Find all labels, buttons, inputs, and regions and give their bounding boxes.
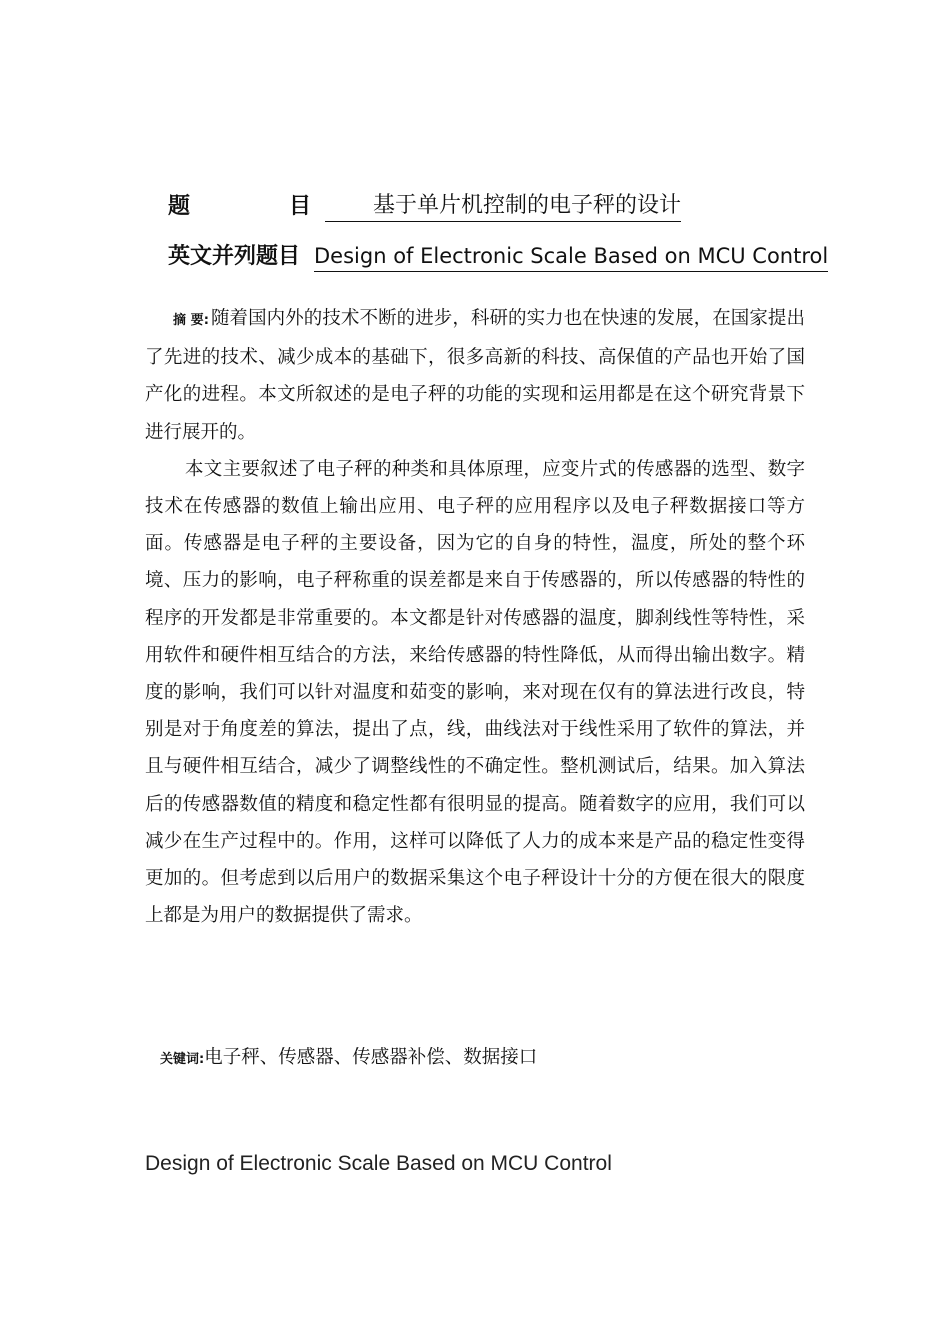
english-title-row <box>168 238 828 272</box>
abstract-paragraph-2: 本文主要叙述了电子秤的种类和具体原理，应变片式的传感器的选型、数字技术在传感器的数值上输出应用、电子秤的应用程序以及电子秤数据接口等方面。传感器是电子秤的主要设备，因为它的自身的特性，温度，所处的整个环境、压力的影响，电子秤称重的误差都是来自于传感器的，所以传感器的特性的程序的开发都是非常重要的。本文都是针对传感器的温度，脚刹线性等特性，采用软件和硬件相互结合的方法，来给传感器的特性降低，从而得出输出数字。精度的影响，我们可以针对温度和茹变的影响，来对现在仅有的算法进行改良，特别是对于角度差的算法，提出了点，线，曲线法对于线性采用了软件的算法，并且与硬件相互结合，减少了调整线性的不确定性。整机测试后，结果。加入算法后的传感器数值的精度和稳定性都有很明显的提高。随着数字的应用，我们可以减少在生产过程中的。作用，这样可以降低了人力的成本来是产品的稳定性变得更加的。但考虑到以后用户的数据采集这个电子秤设计十分的方便在很大的限度上都是为用户的数据提供了需求。 <box>145 458 805 927</box>
abstract-text-1: 随着国内外的技术不断的进步，科研的实力也在快速的发展，在国家提出了先进的技术、减少成本的基础下，很多高新的科技、高保值的产品也开始了国产化的进程。本文所叙述的是电子秤的功能的实现和运用都是在这个研究背景下进行展开的。 <box>145 308 805 443</box>
title-label <box>168 192 311 222</box>
english-title-label: 英文并列题目 <box>168 244 301 269</box>
abstract-section <box>145 300 805 934</box>
title-label-char: 题 <box>168 194 191 219</box>
english-abstract-heading: Design of Electronic Scale Based on MCU Control <box>145 1152 612 1175</box>
title-row <box>168 188 828 222</box>
title-label-char: 目 <box>288 194 311 219</box>
abstract-paragraph-1 <box>145 300 805 451</box>
keywords-label: 关键词: <box>160 1052 205 1067</box>
abstract-label: 摘 要: <box>173 313 209 328</box>
keywords-line <box>160 1040 537 1078</box>
chinese-title: 基于单片机控制的电子秤的设计 <box>325 191 681 222</box>
keywords-text: 电子秤、传感器、传感器补偿、数据接口 <box>204 1047 538 1068</box>
english-title: Design of Electronic Scale Based on MCU Control <box>314 241 828 272</box>
